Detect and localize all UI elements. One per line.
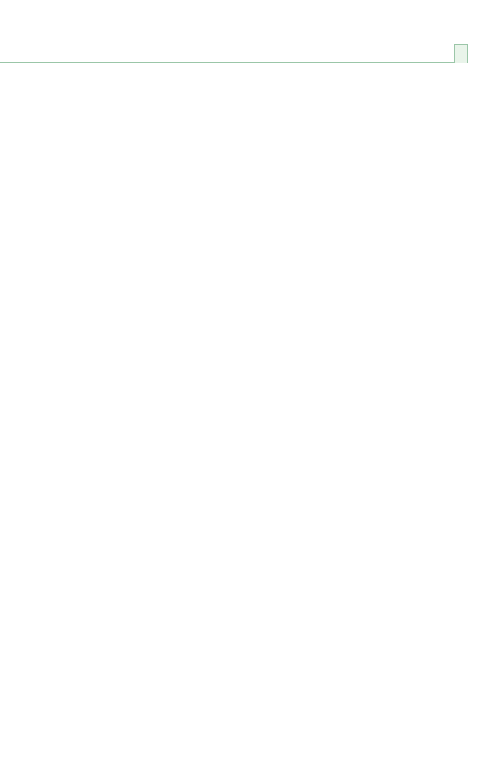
page-content (31, 71, 468, 81)
header-rule (0, 62, 468, 63)
header-tab (454, 44, 468, 63)
